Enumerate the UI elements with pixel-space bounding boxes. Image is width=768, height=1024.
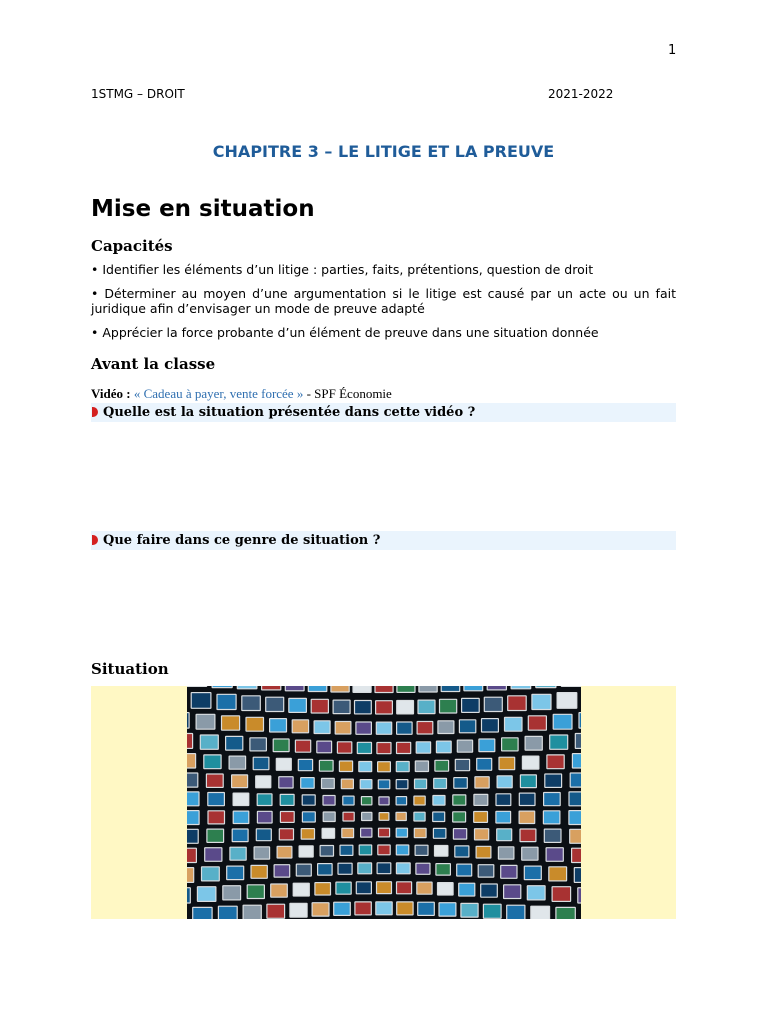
situation-heading: Situation [91, 660, 169, 678]
header-year: 2021-2022 [548, 87, 614, 101]
capacites-heading: Capacités [91, 237, 173, 255]
wall-of-tv-screens-image [187, 686, 581, 919]
bullet-marker-icon [92, 407, 98, 417]
section-title: Mise en situation [91, 196, 315, 222]
bullet-marker-icon [92, 535, 98, 545]
video-label: Vidéo : [91, 386, 131, 401]
capacite-item: • Déterminer au moyen d’une argumentation si le litige est causé par un acte ou un fait juridique afin d’envisager un mode de preuve adapté [91, 286, 676, 316]
video-link[interactable]: « Cadeau à payer, vente forcée » [133, 386, 304, 401]
capacite-item: • Identifier les éléments d’un litige : parties, faits, prétentions, question de droit [91, 262, 594, 277]
situation-box [91, 686, 676, 919]
video-line [91, 386, 392, 402]
chapter-title: CHAPITRE 3 – LE LITIGE ET LA PREUVE [212, 142, 555, 161]
question-text: Que faire dans ce genre de situation ? [103, 533, 381, 548]
page-number: 1 [668, 43, 677, 58]
question-text: Quelle est la situation présentée dans cette vidéo ? [103, 405, 476, 420]
header-course: 1STMG – DROIT [91, 87, 185, 101]
avant-heading: Avant la classe [91, 355, 216, 373]
question-bar [91, 403, 676, 422]
question-bar [91, 531, 676, 550]
capacites-list [91, 262, 676, 349]
capacite-item: • Apprécier la force probante d’un élément de preuve dans une situation donnée [91, 325, 599, 340]
video-source: - SPF Économie [303, 386, 392, 401]
